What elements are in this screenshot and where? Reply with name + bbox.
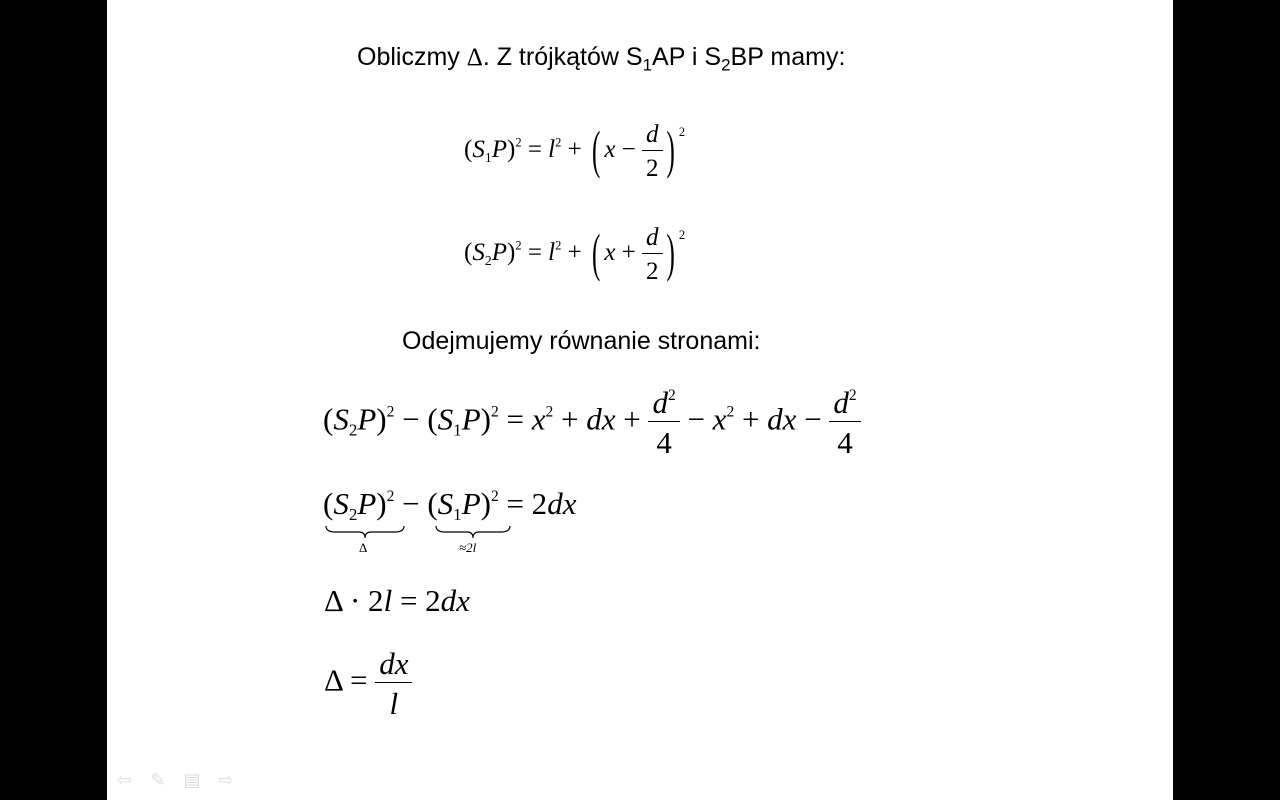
equation-4 bbox=[323, 488, 576, 523]
eq1-big-rparen: ) bbox=[666, 123, 675, 180]
eq1-big-lparen: ( bbox=[591, 123, 601, 180]
arrow-right-icon[interactable]: ⇨ bbox=[218, 770, 234, 791]
eq2-plus: + bbox=[561, 239, 588, 267]
eq1-sub: 1 bbox=[484, 150, 492, 166]
eq3-frac2-den: 4 bbox=[837, 425, 853, 460]
eq4-group-1: $(S_2P)^2$ bbox=[323, 486, 395, 524]
menu-icon[interactable]: ▤ bbox=[183, 770, 201, 791]
equation-6 bbox=[324, 648, 412, 719]
eq4-under-label-2: ≈2l bbox=[459, 540, 477, 555]
eq4-underbrace-1 bbox=[325, 525, 405, 539]
eq4-S1: S bbox=[437, 486, 454, 521]
eq3-sub-1: 1 bbox=[453, 420, 462, 440]
eq1-frac-den: 2 bbox=[646, 155, 659, 182]
equation-5 bbox=[324, 585, 470, 616]
eq1-S: S bbox=[472, 136, 485, 164]
eq3-frac1-d: d bbox=[652, 385, 668, 420]
intro-ap: AP i S bbox=[652, 43, 722, 71]
eq2-l-sq: 2 bbox=[555, 238, 562, 253]
eq3-frac2-sq: 2 bbox=[848, 386, 857, 404]
eq5-l: l bbox=[383, 583, 393, 618]
eq3-lparen-1: ( bbox=[323, 401, 334, 437]
eq5-dx: dx bbox=[440, 583, 470, 618]
intro-prefix: Obliczmy bbox=[357, 43, 467, 71]
eq3-frac1-sq: 2 bbox=[667, 386, 676, 404]
eq4-rhs: = 2 bbox=[498, 486, 548, 521]
eq1-l-sq: 2 bbox=[555, 135, 562, 150]
eq1-plus: + bbox=[561, 136, 588, 164]
eq1-outer-sq: 2 bbox=[678, 124, 686, 139]
intro-sub-2: 2 bbox=[721, 55, 731, 75]
eq3-x-sq-2: 2 bbox=[726, 403, 735, 421]
eq2-rparen: ) bbox=[506, 239, 516, 267]
eq3-dx-1: dx bbox=[586, 401, 616, 437]
eq3-lparen-2: ( bbox=[427, 401, 438, 437]
eq6-fraction bbox=[375, 648, 412, 719]
eq3-S2: S bbox=[333, 401, 349, 437]
eq4-P2: P bbox=[357, 486, 377, 521]
eq6-delta: Δ bbox=[324, 662, 343, 698]
eq4-minus: − bbox=[394, 486, 428, 521]
eq3-plus-3: + bbox=[734, 401, 768, 437]
eq3-sq-1: 2 bbox=[386, 403, 395, 421]
eq1-rparen: ) bbox=[506, 136, 516, 164]
eq2-x: x bbox=[604, 239, 616, 267]
eq1-sq: 2 bbox=[515, 135, 522, 150]
eq1-lparen: ( bbox=[464, 136, 473, 164]
eq4-group-2: $(S_1P)^2$ bbox=[427, 486, 499, 524]
eq1-equals: = bbox=[521, 136, 549, 164]
eq3-frac1-num bbox=[648, 387, 679, 422]
eq6-frac-den: l bbox=[389, 686, 399, 721]
slide bbox=[107, 0, 1173, 800]
eq2-frac-den: 2 bbox=[646, 258, 659, 285]
eq2-P: P bbox=[491, 239, 507, 267]
eq3-S1: S bbox=[437, 401, 454, 437]
eq3-rparen-1: ) bbox=[376, 401, 387, 437]
eq3-sq-2: 2 bbox=[490, 403, 499, 421]
eq2-big-lparen: ( bbox=[591, 226, 601, 283]
eq1-P: P bbox=[491, 136, 507, 164]
eq3-P1: P bbox=[461, 401, 481, 437]
eq2-frac-num: d bbox=[642, 225, 663, 254]
eq4-sub-1: 1 bbox=[453, 504, 462, 524]
eq3-frac2-d: d bbox=[833, 385, 849, 420]
eq3-equals: = bbox=[498, 401, 532, 437]
eq4-P1: P bbox=[461, 486, 481, 521]
eq3-P2: P bbox=[357, 401, 377, 437]
eq1-l: l bbox=[548, 136, 556, 164]
eq2-l: l bbox=[548, 239, 556, 267]
eq2-big-rparen: ) bbox=[666, 226, 675, 283]
slideshow-nav bbox=[113, 772, 237, 790]
eq2-fraction bbox=[642, 225, 663, 284]
eq3-rparen-2: ) bbox=[480, 401, 491, 437]
eq3-fraction-2 bbox=[829, 387, 860, 458]
eq5-dot-2: · 2 bbox=[342, 583, 384, 618]
eq3-dx-2: dx bbox=[767, 401, 797, 437]
eq1-minus: − bbox=[615, 136, 643, 164]
eq6-equals: = bbox=[342, 662, 376, 698]
eq3-fraction-1 bbox=[648, 387, 679, 458]
eq3-minus-3: − bbox=[796, 401, 830, 437]
eq2-equals: = bbox=[521, 239, 549, 267]
equation-1 bbox=[464, 122, 685, 181]
eq4-sq-2: 2 bbox=[490, 487, 499, 505]
intro-bp: BP mamy: bbox=[730, 43, 846, 71]
eq4-under-label-1: Δ bbox=[359, 540, 368, 555]
intro-delta: Δ bbox=[466, 44, 483, 71]
eq4-underbrace-2 bbox=[435, 525, 511, 539]
equation-2 bbox=[464, 225, 685, 284]
pen-icon[interactable]: ✎ bbox=[150, 770, 166, 791]
eq2-lparen: ( bbox=[464, 239, 473, 267]
eq2-sub: 2 bbox=[484, 253, 492, 269]
eq3-x-sq-1: 2 bbox=[545, 403, 554, 421]
eq3-sub-2: 2 bbox=[348, 420, 358, 440]
equation-3 bbox=[323, 387, 861, 458]
eq3-minus-2: − bbox=[679, 401, 713, 437]
eq4-dx: dx bbox=[547, 486, 577, 521]
eq2-outer-sq: 2 bbox=[678, 227, 686, 242]
intro-text bbox=[357, 43, 845, 75]
eq3-plus-2: + bbox=[615, 401, 649, 437]
eq3-frac1-den: 4 bbox=[656, 425, 672, 460]
eq2-sq: 2 bbox=[515, 238, 522, 253]
eq2-plus-inner: + bbox=[615, 239, 643, 267]
eq3-plus-1: + bbox=[553, 401, 587, 437]
eq3-minus-1: − bbox=[394, 401, 428, 437]
arrow-left-icon[interactable]: ⇦ bbox=[116, 770, 132, 791]
eq5-equals-2: = 2 bbox=[392, 583, 441, 618]
eq3-x-2: x bbox=[712, 401, 727, 437]
subtract-text: Odejmujemy równanie stronami: bbox=[402, 327, 761, 355]
eq3-frac2-num bbox=[829, 387, 860, 422]
eq2-S: S bbox=[472, 239, 485, 267]
intro-sub-1: 1 bbox=[642, 55, 653, 75]
intro-mid: . Z trójkątów S bbox=[482, 43, 643, 71]
eq4-sq-1: 2 bbox=[386, 487, 395, 505]
eq1-frac-num: d bbox=[642, 122, 663, 151]
eq5-delta: Δ bbox=[324, 583, 343, 618]
eq1-fraction bbox=[642, 122, 663, 181]
eq4-sub-2: 2 bbox=[348, 504, 358, 524]
eq4-S2: S bbox=[333, 486, 349, 521]
eq6-frac-num: dx bbox=[375, 648, 412, 683]
eq3-x-1: x bbox=[531, 401, 546, 437]
eq1-x: x bbox=[604, 136, 616, 164]
